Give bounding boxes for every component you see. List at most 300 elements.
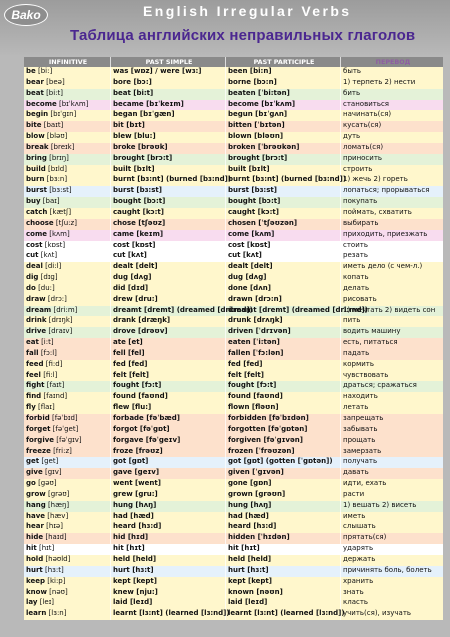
translation-cell: 1) мечтать 2) видеть сон	[343, 305, 436, 314]
infinitive-cell	[24, 132, 111, 143]
translation-cell: пить	[343, 316, 361, 325]
infinitive-transcription: [breɪk]	[50, 142, 75, 151]
infinitive-transcription: [fəˈget]	[52, 424, 79, 433]
past-simple-cell: bought [bɔ:t]	[111, 197, 226, 208]
infinitive-cell	[24, 457, 111, 468]
table-row	[24, 566, 443, 577]
past-simple-cell: forbade [fəˈbæd]	[111, 414, 226, 425]
past-simple-cell: dug [dʌg]	[111, 273, 226, 284]
infinitive-transcription: [tʃu:z]	[55, 218, 77, 227]
table-row	[24, 165, 443, 176]
translation-cell: учить(ся), изучать	[343, 609, 412, 618]
table-row	[24, 175, 443, 186]
past-simple-cell: burst [bɜ:st]	[111, 186, 226, 197]
infinitive-cell	[24, 338, 111, 349]
infinitive-word: feel	[26, 370, 41, 379]
past-simple-cell: hung [hʌŋ]	[111, 501, 226, 512]
col-infinitive: INFINITIVE	[24, 57, 111, 67]
infinitive-word: have	[26, 511, 46, 520]
past-participle-cell: blown [bləʊn]	[226, 132, 341, 143]
past-participle-cell: forgotten [fəˈgɒtən]	[226, 425, 341, 436]
past-participle-cell: come [kʌm]	[226, 230, 341, 241]
col-translation: ПЕРЕВОД	[375, 58, 411, 66]
past-simple-cell: cost [kɒst]	[111, 241, 226, 252]
table-row	[24, 414, 443, 425]
infinitive-word: grow	[26, 489, 46, 498]
infinitive-transcription: [brɪŋ]	[49, 153, 69, 162]
infinitive-transcription: [hɪt]	[38, 544, 55, 553]
infinitive-word: buy	[26, 197, 41, 206]
past-participle-cell: bought [bɔ:t]	[226, 197, 341, 208]
infinitive-word: hold	[26, 554, 44, 563]
past-participle-cell: built [bɪlt]	[226, 165, 341, 176]
past-simple-cell: froze [frəʊz]	[111, 447, 226, 458]
translation-cell: приносить	[343, 153, 383, 162]
infinitive-cell	[24, 316, 111, 327]
past-participle-cell: dug [dʌg]	[226, 273, 341, 284]
translation-cell: иметь дело (с чем-л.)	[343, 262, 423, 271]
infinitive-transcription: [drɪŋk]	[48, 316, 73, 325]
translation-cell: иметь	[343, 511, 366, 520]
past-simple-cell: blew [blu:]	[111, 132, 226, 143]
past-participle-cell: hurt [hɜ:t]	[226, 566, 341, 577]
translation-cell: кормить	[343, 359, 374, 368]
infinitive-cell	[24, 392, 111, 403]
infinitive-transcription: [flaɪ]	[38, 403, 55, 412]
past-participle-cell: dealt [delt]	[226, 262, 341, 273]
past-simple-cell: bit [bɪt]	[111, 121, 226, 132]
infinitive-word: hang	[26, 500, 46, 509]
infinitive-cell	[24, 479, 111, 490]
past-simple-cell: became [bɪˈkeɪm]	[111, 100, 226, 111]
infinitive-cell	[24, 490, 111, 501]
infinitive-word: blow	[26, 132, 45, 141]
past-participle-cell: felt [felt]	[226, 371, 341, 382]
table-row	[24, 381, 443, 392]
past-participle-cell: drawn [drɔ:n]	[226, 295, 341, 306]
translation-cell: есть, питаться	[343, 338, 398, 347]
past-simple-cell: built [bɪlt]	[111, 165, 226, 176]
past-participle-cell: hit [hɪt]	[226, 544, 341, 555]
translation-cell: приходить, приезжать	[343, 229, 428, 238]
translation-cell: ломать(ся)	[343, 142, 384, 151]
page-title: English Irregular Verbs	[143, 3, 352, 19]
past-participle-cell: kept [kept]	[226, 577, 341, 588]
translation-cell: стоить	[343, 240, 368, 249]
infinitive-word: begin	[26, 110, 49, 119]
past-participle-cell: given [ˈgɪvən]	[226, 468, 341, 479]
past-simple-cell: broke [brəʊk]	[111, 143, 226, 154]
table-row	[24, 219, 443, 230]
table-row	[24, 241, 443, 252]
infinitive-transcription: [bɜ:st]	[49, 186, 72, 195]
past-participle-cell: heard [hɜ:d]	[226, 522, 341, 533]
col-past-simple: PAST SIMPLE	[111, 57, 226, 67]
translation-cell: знать	[343, 587, 364, 596]
past-simple-cell: had [hæd]	[111, 512, 226, 523]
table-row	[24, 208, 443, 219]
past-participle-cell: found [faʊnd]	[226, 392, 341, 403]
infinitive-word: bring	[26, 153, 47, 162]
infinitive-cell	[24, 468, 111, 479]
past-participle-cell: been [bi:n]	[226, 67, 341, 78]
past-participle-cell: grown [grəʊn]	[226, 490, 341, 501]
infinitive-cell	[24, 425, 111, 436]
table-row	[24, 512, 443, 523]
past-participle-cell: held [held]	[226, 555, 341, 566]
infinitive-cell	[24, 262, 111, 273]
infinitive-transcription: [faɪt]	[46, 381, 65, 390]
past-participle-cell: begun [bɪˈgʌn]	[226, 110, 341, 121]
past-simple-cell: chose [tʃəʊz]	[111, 219, 226, 230]
translation-cell: прятать(ся)	[343, 533, 387, 542]
table-row	[24, 360, 443, 371]
infinitive-cell	[24, 381, 111, 392]
infinitive-word: become	[26, 99, 57, 108]
table-row	[24, 522, 443, 533]
table-row	[24, 577, 443, 588]
infinitive-transcription: [gəʊ]	[38, 479, 57, 488]
infinitive-cell	[24, 230, 111, 241]
table-row	[24, 284, 443, 295]
page-subtitle: Таблица английских неправильных глаголов	[70, 27, 416, 44]
infinitive-word: catch	[26, 207, 48, 216]
translation-cell: 1) жечь 2) гореть	[343, 175, 408, 184]
infinitive-transcription: [faɪnd]	[43, 392, 68, 401]
table-row	[24, 371, 443, 382]
infinitive-cell	[24, 414, 111, 425]
past-simple-cell: learnt [lɜ:nt] (learned [lɜ:nd])	[111, 609, 226, 620]
table-row	[24, 154, 443, 165]
past-simple-cell: fell [fel]	[111, 349, 226, 360]
infinitive-word: deal	[26, 262, 43, 271]
bako-logo: Bako	[4, 4, 48, 26]
infinitive-word: beat	[26, 88, 44, 97]
table-row	[24, 501, 443, 512]
infinitive-transcription: [hɜ:t]	[45, 565, 64, 574]
table-row	[24, 132, 443, 143]
infinitive-transcription: [kɒst]	[44, 240, 66, 249]
table-row	[24, 186, 443, 197]
past-simple-cell: ate [et]	[111, 338, 226, 349]
table-row	[24, 588, 443, 599]
infinitive-cell	[24, 598, 111, 609]
past-simple-cell: fought [fɔ:t]	[111, 381, 226, 392]
infinitive-cell	[24, 577, 111, 588]
past-simple-cell: fed [fed]	[111, 360, 226, 371]
infinitive-cell	[24, 533, 111, 544]
table-row	[24, 327, 443, 338]
past-participle-cell: chosen [ˈtʃəʊzən]	[226, 219, 341, 230]
infinitive-word: drive	[26, 327, 47, 336]
past-participle-cell: burnt [bɜ:nt] (burned [bɜ:nd])	[226, 175, 341, 186]
past-participle-cell: cut [kʌt]	[226, 251, 341, 262]
infinitive-word: find	[26, 392, 42, 401]
translation-cell: строить	[343, 164, 373, 173]
translation-cell: бить	[343, 88, 361, 97]
translation-cell: чувствовать	[343, 370, 389, 379]
infinitive-cell	[24, 295, 111, 306]
infinitive-transcription: [draɪv]	[48, 327, 73, 336]
infinitive-transcription: [grəʊ]	[47, 489, 70, 498]
infinitive-cell	[24, 89, 111, 100]
infinitive-cell	[24, 110, 111, 121]
past-participle-cell: driven [ˈdrɪvən]	[226, 327, 341, 338]
translation-cell: находить	[343, 392, 378, 401]
translation-cell: ударять	[343, 544, 374, 553]
infinitive-transcription: [bɪˈgɪn]	[50, 110, 77, 119]
translation-cell: драться; сражаться	[343, 381, 417, 390]
table-row	[24, 306, 443, 317]
infinitive-word: get	[26, 457, 40, 466]
table-row	[24, 273, 443, 284]
past-simple-cell: forgave [fəˈgeɪv]	[111, 436, 226, 447]
past-participle-cell: cost [kɒst]	[226, 241, 341, 252]
translation-cell: дуть	[343, 132, 361, 141]
infinitive-cell	[24, 327, 111, 338]
table-row	[24, 251, 443, 262]
infinitive-word: cost	[26, 240, 43, 249]
infinitive-word: forget	[26, 424, 51, 433]
infinitive-transcription: [du:]	[38, 283, 55, 292]
verbs-table	[24, 57, 443, 620]
table-row	[24, 78, 443, 89]
table-row	[24, 262, 443, 273]
past-participle-cell: forbidden [fəˈbɪdən]	[226, 414, 341, 425]
translation-cell: давать	[343, 468, 369, 477]
infinitive-cell	[24, 501, 111, 512]
past-simple-cell: beat [bi:t]	[111, 89, 226, 100]
infinitive-transcription: [fi:d]	[45, 359, 63, 368]
past-participle-cell: gone [gɒn]	[226, 479, 341, 490]
past-simple-cell: burnt [bɜ:nt] (burned [bɜ:nd])	[111, 175, 226, 186]
past-participle-cell: hidden [ˈhɪdən]	[226, 533, 341, 544]
past-simple-cell: came [keɪm]	[111, 230, 226, 241]
infinitive-transcription: [dri:m]	[53, 305, 78, 314]
table-row	[24, 110, 443, 121]
translation-cell: расти	[343, 489, 365, 498]
table-row	[24, 100, 443, 111]
table-row	[24, 89, 443, 100]
infinitive-word: eat	[26, 338, 39, 347]
infinitive-transcription: [bɜ:n]	[46, 175, 68, 184]
table-row	[24, 468, 443, 479]
past-simple-cell: caught [kɔ:t]	[111, 208, 226, 219]
table-body	[24, 67, 443, 620]
table-row	[24, 457, 443, 468]
table-row	[24, 197, 443, 208]
past-simple-cell: hid [hɪd]	[111, 533, 226, 544]
infinitive-transcription: [bɪld]	[48, 164, 67, 173]
infinitive-cell	[24, 284, 111, 295]
past-simple-cell: did [dɪd]	[111, 284, 226, 295]
past-participle-cell: brought [brɔ:t]	[226, 154, 341, 165]
infinitive-word: do	[26, 283, 36, 292]
infinitive-word: hide	[26, 533, 44, 542]
infinitive-transcription: [həʊld]	[45, 554, 71, 563]
table-row	[24, 598, 443, 609]
translation-cell: идти, ехать	[343, 479, 387, 488]
past-simple-cell: hit [hɪt]	[111, 544, 226, 555]
infinitive-transcription: [leɪ]	[39, 598, 55, 607]
translation-cell: кусать(ся)	[343, 121, 382, 130]
past-participle-cell: got [gɒt] (gotten [ˈgɒtən])	[226, 457, 341, 468]
table-row	[24, 230, 443, 241]
translation-cell: падать	[343, 348, 370, 357]
past-simple-cell: drove [drəʊv]	[111, 327, 226, 338]
translation-cell: 1) терпеть 2) нести	[343, 77, 416, 86]
past-simple-cell: kept [kept]	[111, 577, 226, 588]
infinitive-word: forbid	[26, 414, 50, 422]
past-simple-cell: went [went]	[111, 479, 226, 490]
infinitive-word: feed	[26, 359, 44, 368]
translation-cell: получать	[343, 457, 378, 466]
infinitive-transcription: [fəˈgɪv]	[56, 435, 82, 444]
table-row	[24, 533, 443, 544]
infinitive-cell	[24, 197, 111, 208]
infinitive-transcription: [dɪg]	[40, 273, 58, 282]
infinitive-transcription: [haɪd]	[45, 533, 67, 542]
infinitive-word: freeze	[26, 446, 51, 455]
table-row	[24, 544, 443, 555]
table-row	[24, 555, 443, 566]
past-simple-cell: grew [gru:]	[111, 490, 226, 501]
past-simple-cell: found [faʊnd]	[111, 392, 226, 403]
past-simple-cell: hurt [hɜ:t]	[111, 566, 226, 577]
infinitive-word: hurt	[26, 565, 43, 574]
past-participle-cell: done [dʌn]	[226, 284, 341, 295]
translation-cell: начинать(ся)	[343, 110, 392, 119]
translation-cell: водить машину	[343, 327, 401, 336]
infinitive-cell	[24, 121, 111, 132]
infinitive-word: cut	[26, 251, 39, 260]
past-participle-cell: fed [fed]	[226, 360, 341, 371]
translation-cell: копать	[343, 273, 369, 282]
infinitive-word: dig	[26, 273, 39, 282]
infinitive-word: dream	[26, 305, 52, 314]
table-row	[24, 490, 443, 501]
table-row	[24, 403, 443, 414]
past-participle-cell: burst [bɜ:st]	[226, 186, 341, 197]
infinitive-word: bite	[26, 121, 42, 130]
past-participle-cell: fought [fɔ:t]	[226, 381, 341, 392]
past-simple-cell: felt [felt]	[111, 371, 226, 382]
table-row	[24, 479, 443, 490]
translation-cell: выбирать	[343, 218, 379, 227]
infinitive-transcription: [get]	[41, 457, 59, 466]
translation-cell: становиться	[343, 99, 390, 108]
past-simple-cell: drank [dræŋk]	[111, 316, 226, 327]
infinitive-cell	[24, 447, 111, 458]
infinitive-word: fly	[26, 403, 36, 412]
infinitive-cell	[24, 175, 111, 186]
past-participle-cell: eaten [ˈi:tən]	[226, 338, 341, 349]
past-simple-cell: forgot [fəˈgɒt]	[111, 425, 226, 436]
infinitive-cell	[24, 219, 111, 230]
col-past-participle: PAST PARTICIPLE	[226, 57, 341, 67]
translation-cell: поймать, схватить	[343, 207, 412, 216]
translation-cell: запрещать	[343, 414, 384, 422]
infinitive-cell	[24, 67, 111, 78]
past-participle-cell: beaten [ˈbi:tən]	[226, 89, 341, 100]
infinitive-transcription: [hæv]	[47, 511, 69, 520]
translation-cell: летать	[343, 403, 369, 412]
translation-cell: слышать	[343, 522, 376, 531]
infinitive-cell	[24, 512, 111, 523]
translation-cell: быть	[343, 67, 362, 75]
translation-cell: замерзать	[343, 446, 382, 455]
infinitive-cell	[24, 241, 111, 252]
infinitive-transcription: [di:l]	[45, 262, 62, 271]
past-participle-cell: bitten [ˈbɪtən]	[226, 121, 341, 132]
past-participle-cell: had [hæd]	[226, 512, 341, 523]
past-simple-cell: began [bɪˈgæn]	[111, 110, 226, 121]
table-header	[24, 57, 443, 67]
table-row	[24, 67, 443, 78]
infinitive-cell	[24, 566, 111, 577]
infinitive-transcription: [beə]	[46, 77, 65, 86]
past-participle-cell: known [nəʊn]	[226, 588, 341, 599]
past-participle-cell: become [bɪˈkʌm]	[226, 100, 341, 111]
infinitive-word: burst	[26, 186, 47, 195]
table-row	[24, 425, 443, 436]
infinitive-transcription: [ki:p]	[47, 576, 66, 585]
table-row	[24, 121, 443, 132]
translation-cell: хранить	[343, 576, 374, 585]
infinitive-transcription: [drɔ:]	[47, 294, 67, 303]
table-row	[24, 447, 443, 458]
past-simple-cell: gave [geɪv]	[111, 468, 226, 479]
table-row	[24, 349, 443, 360]
translation-cell: причинять боль, болеть	[343, 565, 432, 574]
past-simple-cell: held [held]	[111, 555, 226, 566]
translation-cell: прощать	[343, 435, 376, 444]
translation-cell: покупать	[343, 197, 378, 206]
past-simple-cell: knew [nju:]	[111, 588, 226, 599]
infinitive-cell	[24, 555, 111, 566]
translation-cell: забывать	[343, 424, 378, 433]
past-participle-cell: frozen [ˈfrəʊzən]	[226, 447, 341, 458]
table-row	[24, 609, 443, 620]
infinitive-word: fall	[26, 348, 39, 357]
infinitive-cell	[24, 609, 111, 620]
infinitive-transcription: [fi:l]	[43, 370, 58, 379]
infinitive-word: be	[26, 67, 36, 75]
infinitive-cell	[24, 78, 111, 89]
past-simple-cell: was [wɒz] / were [wɜ:]	[111, 67, 226, 78]
past-participle-cell: laid [leɪd]	[226, 598, 341, 609]
past-participle-cell: drunk [drʌŋk]	[226, 316, 341, 327]
past-participle-cell: flown [fləʊn]	[226, 403, 341, 414]
past-simple-cell: dreamt [dremt] (dreamed [dri:md])	[111, 306, 226, 317]
infinitive-transcription: [bi:t]	[46, 88, 64, 97]
infinitive-word: burn	[26, 175, 45, 184]
infinitive-cell	[24, 371, 111, 382]
infinitive-word: drink	[26, 316, 47, 325]
infinitive-word: forgive	[26, 435, 55, 444]
infinitive-transcription: [bɪˈkʌm]	[59, 99, 89, 108]
past-simple-cell: dealt [delt]	[111, 262, 226, 273]
infinitive-word: go	[26, 479, 36, 488]
infinitive-word: come	[26, 229, 47, 238]
past-simple-cell: heard [hɜ:d]	[111, 522, 226, 533]
infinitive-cell	[24, 436, 111, 447]
infinitive-transcription: [kʌt]	[40, 251, 58, 260]
infinitive-transcription: [nəʊ]	[49, 587, 68, 596]
infinitive-cell	[24, 273, 111, 284]
infinitive-transcription: [i:t]	[41, 338, 54, 347]
infinitive-cell	[24, 306, 111, 317]
